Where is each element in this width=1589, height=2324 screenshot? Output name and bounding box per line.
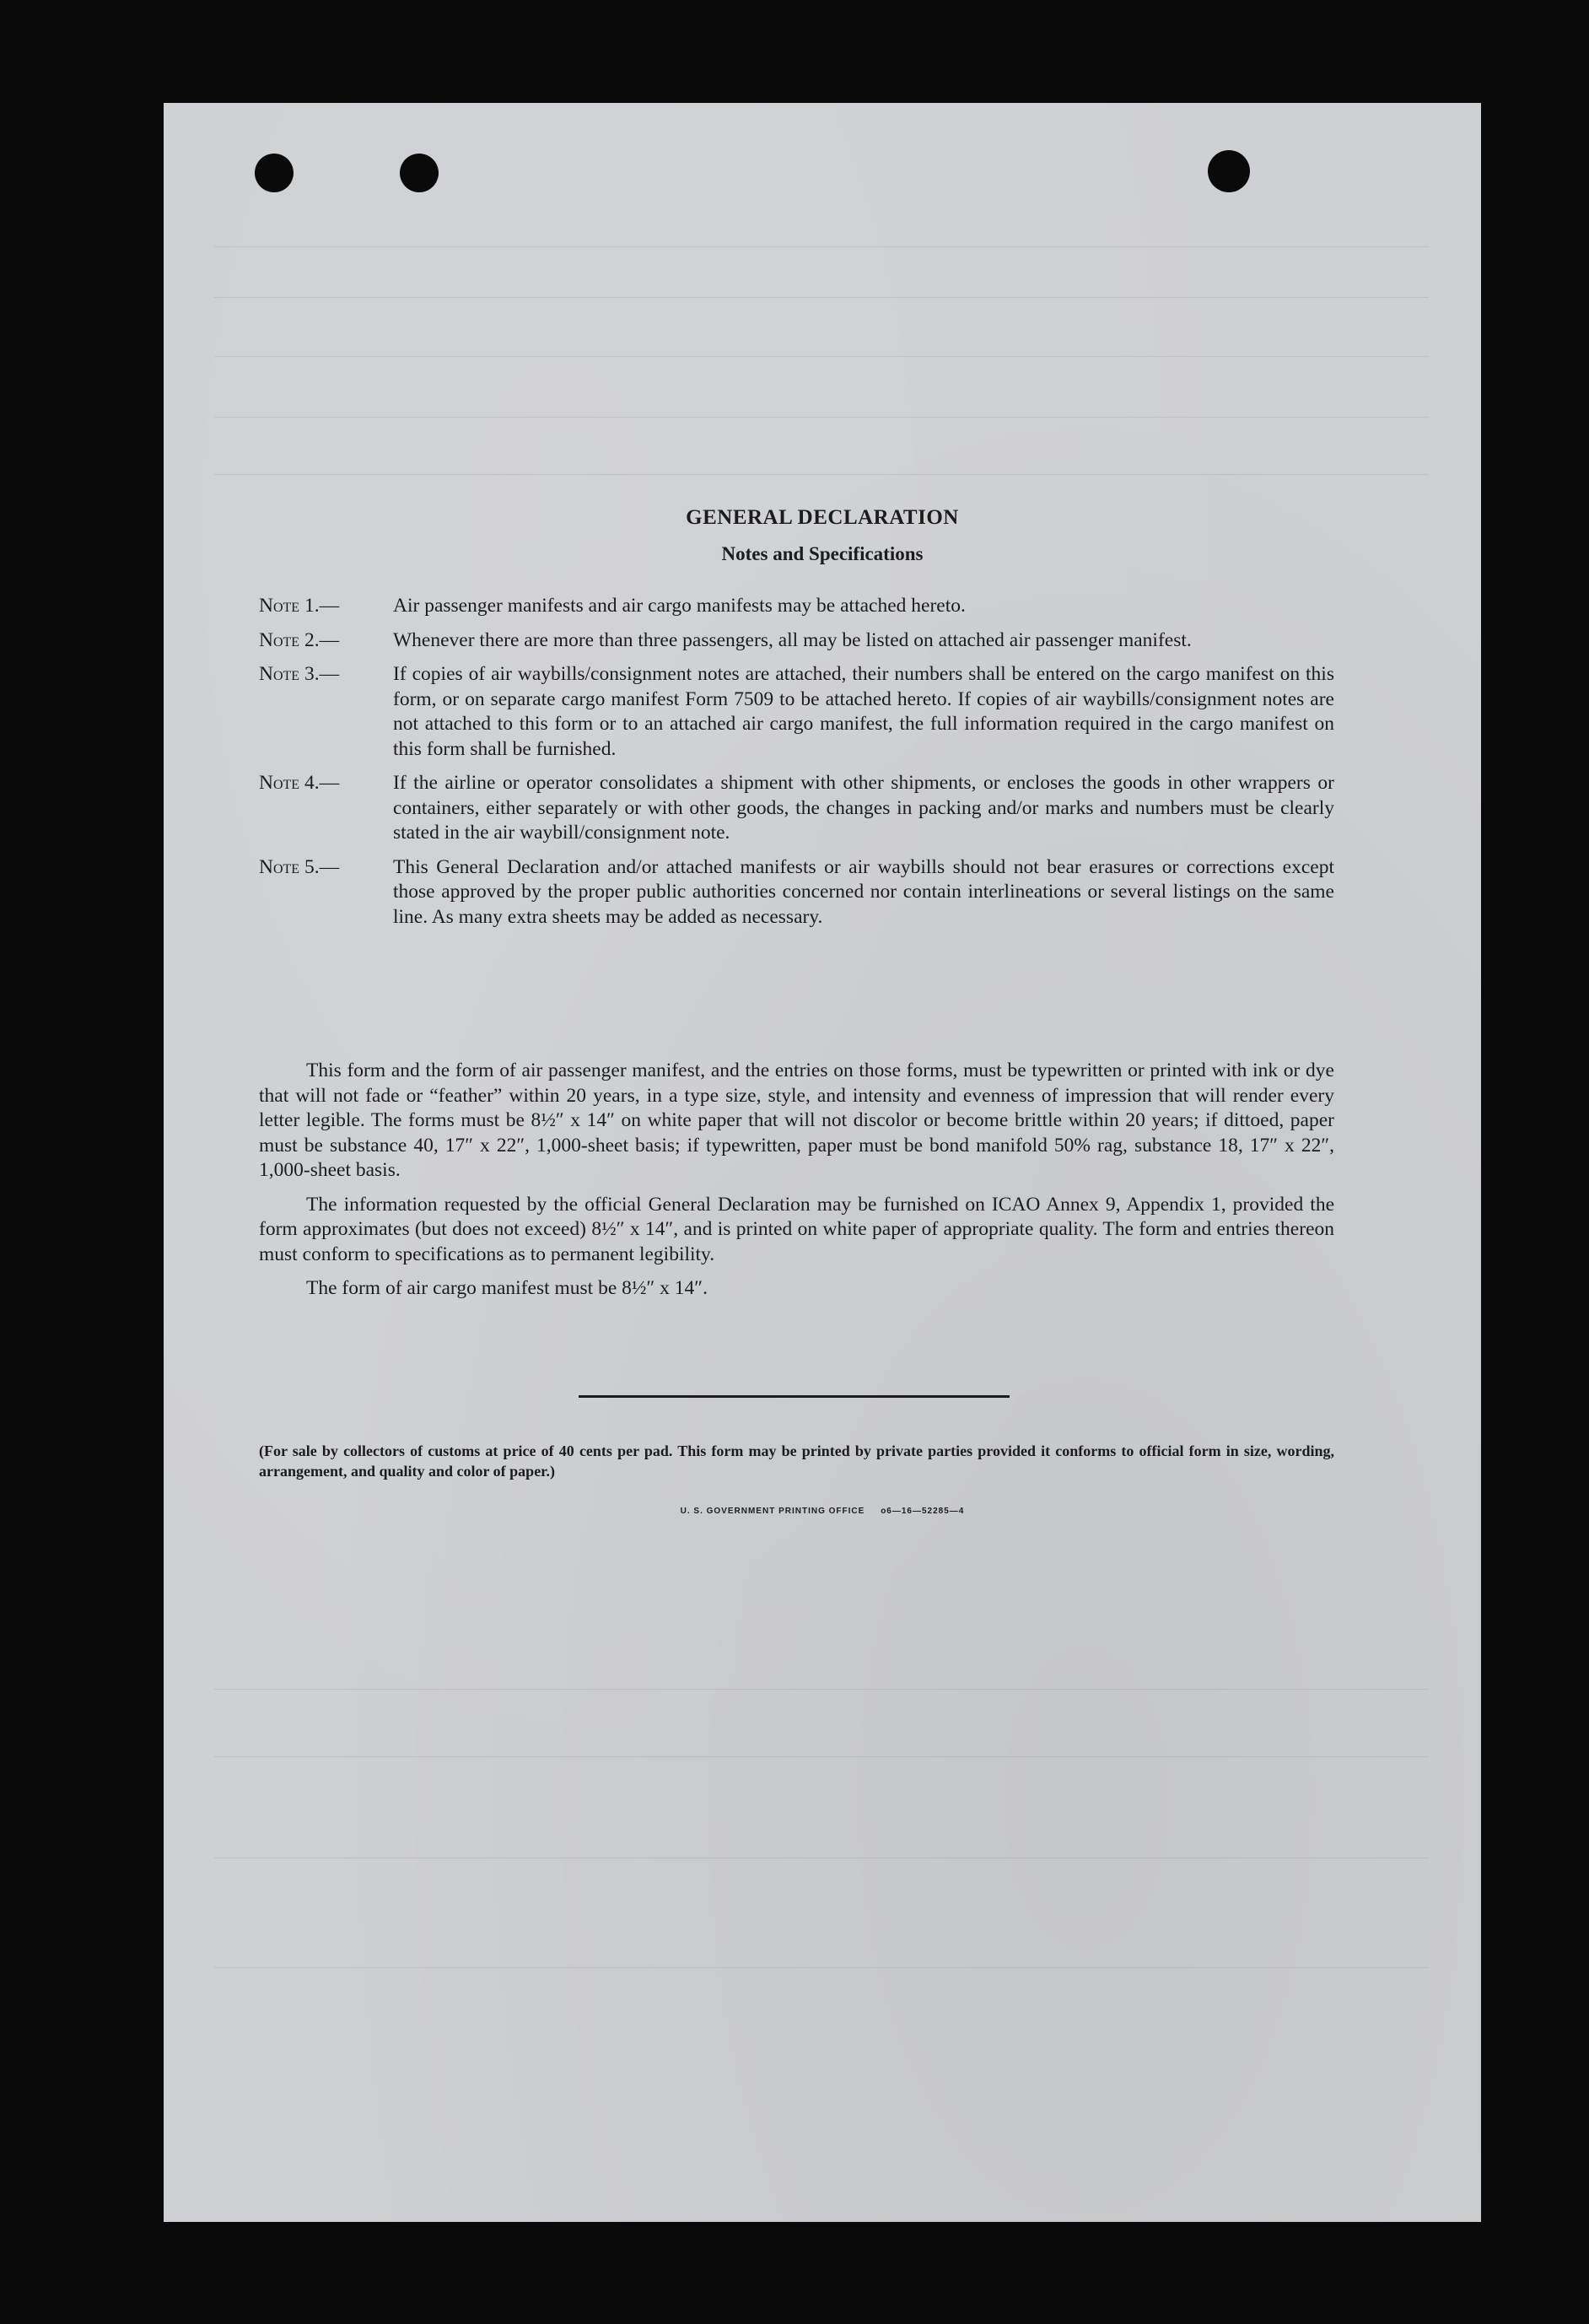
note-text: Whenever there are more than three passengers, all may be listed on attached air passenger manifest.: [393, 628, 1192, 651]
note-label: Note 1.—: [259, 595, 340, 617]
paragraph: This form and the form of air passenger manifest, and the entries on those forms, must be typewritten or printed with ink or dye that will not fade or “feather” within 20 years, in a type size, style, and intensity and evenness of impression that will render every letter legible. The forms must be 8½″ x 14″ on white paper that will not discolor or become brittle within 20 years; if dittoed, paper must be substance 40, 17″ x 22″, 1,000-sheet basis; if typewritten, paper must be bond manifold 50% rag, substance 18, 17″ x 22″, 1,000-sheet basis.: [259, 1060, 1334, 1181]
note-text: This General Declaration and/or attached manifests or air waybills should not bear erasures or corrections except those approved by the proper public authorities concerned nor contain interlineations or several listings on the same line. As many extra sheets may be added as necessary.: [393, 855, 1334, 928]
document-subtitle: Notes and Specifications: [721, 543, 924, 564]
note-item: [259, 771, 1334, 846]
notes-list: [259, 594, 1334, 939]
sale-notice: (For sale by collectors of customs at price of 40 cents per pad. This form may be printed by private parties provided it conforms to official form in size, wording, arrangement, and quality and color of paper.): [259, 1442, 1334, 1480]
note-text: Air passenger manifests and air cargo manifests may be attached hereto.: [393, 595, 966, 617]
note-text: If copies of air waybills/consignment notes are attached, their numbers shall be entered on the cargo manifest on this form, or on separate cargo manifest Form 7509 to be attached hereto. If copies of air waybills/consignment notes are not attached to this form or to an attached air cargo manifest, the full information required in the cargo manifest on this form shall be furnished.: [393, 663, 1334, 760]
document-title: GENERAL DECLARATION: [686, 506, 959, 529]
note-item: [259, 855, 1334, 930]
divider-rule: [579, 1395, 1010, 1398]
note-item: [259, 594, 1334, 619]
printing-office-line: U. S. GOVERNMENT PRINTING OFFICE o6—16—52285—4: [680, 1507, 965, 1516]
note-label: Note 3.—: [259, 663, 340, 685]
note-label: Note 2.—: [259, 628, 340, 651]
paragraph: The information requested by the official General Declaration may be furnished on ICAO Annex 9, Appendix 1, provided the form approximates (but does not exceed) 8½″ x 14″, and is printed on white paper of appropriate quality. The form and entries thereon must conform to specifications as to permanent legibility.: [259, 1193, 1334, 1265]
punch-hole-left: [255, 154, 294, 192]
punch-hole-right: [1208, 150, 1250, 192]
paragraph: The form of air cargo manifest must be 8½″ x 14″.: [306, 1277, 708, 1299]
specification-paragraphs: [259, 1059, 1334, 1311]
punch-hole-center: [400, 154, 439, 192]
note-label: Note 5.—: [259, 855, 340, 878]
note-label: Note 4.—: [259, 772, 340, 794]
note-item: [259, 628, 1334, 654]
note-item: [259, 662, 1334, 762]
note-text: If the airline or operator consolidates a shipment with other shipments, or encloses the goods in other wrappers or containers, either separately or with other goods, the changes in packing and/or marks and numbers must be clearly stated in the air waybill/consignment note.: [393, 772, 1334, 844]
document-page: [164, 103, 1481, 2222]
